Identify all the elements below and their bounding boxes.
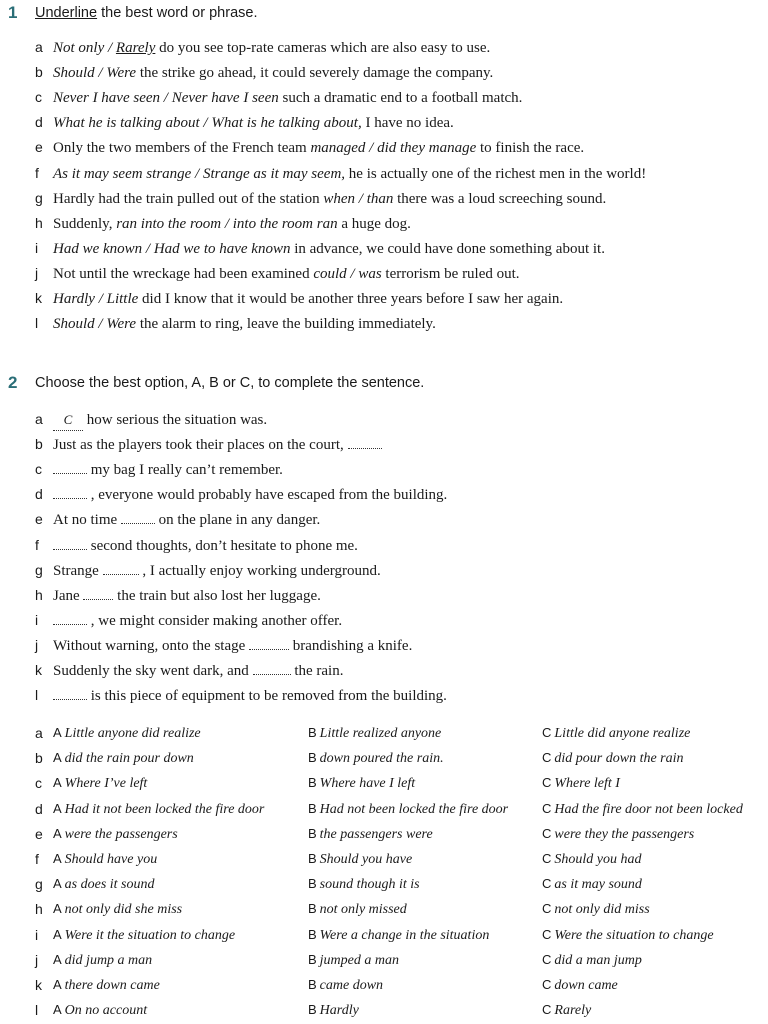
item-text: the strike go ahead, it could severely damage the company. — [136, 65, 494, 82]
item-choice-text: As it may seem strange / Strange as it may seem, — [53, 165, 346, 182]
option-text: did a man jump — [554, 952, 642, 968]
option-label: C — [542, 800, 552, 816]
item-choice-text: Should / Were — [53, 316, 137, 333]
option-label: A — [53, 825, 62, 841]
section-2-item — [35, 535, 760, 555]
section-2-item-letter: g — [35, 561, 43, 578]
option-label: C — [542, 977, 552, 992]
option-a[interactable] — [53, 950, 152, 971]
option-row — [35, 925, 765, 945]
option-label: A — [53, 851, 62, 866]
option-b[interactable] — [308, 799, 508, 820]
answer-blank[interactable] — [253, 661, 291, 675]
item-choice-text: Rarely — [115, 40, 156, 56]
option-text: On no account — [64, 1003, 148, 1019]
option-a[interactable] — [53, 799, 264, 820]
item-text: Not until the wreckage had been examined — [53, 265, 314, 282]
option-c[interactable] — [542, 950, 642, 971]
section-1-item — [35, 313, 760, 333]
option-label: B — [308, 1002, 317, 1018]
section-1-item — [35, 62, 760, 82]
option-c[interactable] — [542, 824, 694, 845]
option-row-letter: k — [35, 977, 42, 993]
option-a[interactable] — [53, 849, 157, 870]
section-2-number: 2 — [8, 373, 18, 392]
option-row — [35, 899, 765, 919]
option-b[interactable] — [308, 975, 383, 996]
option-text: the passengers were — [319, 826, 433, 842]
item-choice-text: when / than — [323, 190, 394, 207]
item-choice-text: Not only / — [53, 40, 116, 56]
section-1-item — [35, 137, 760, 157]
option-row-letter: j — [35, 951, 39, 968]
section-2-item — [35, 560, 760, 580]
option-label: C — [542, 901, 552, 917]
section-1-number: 1 — [8, 3, 18, 22]
option-text: did the rain pour down — [64, 751, 194, 767]
option-c[interactable] — [542, 1000, 591, 1021]
option-label: A — [53, 901, 62, 917]
item-choice-text: ran into the room / into the room ran — [116, 215, 338, 232]
option-label: C — [542, 851, 552, 866]
section-1-title — [35, 5, 257, 21]
option-b[interactable] — [308, 1000, 359, 1021]
option-c[interactable] — [542, 773, 620, 794]
option-row-letter: c — [35, 775, 42, 792]
option-text: Rarely — [554, 1003, 592, 1019]
option-text: not only did she miss — [64, 902, 183, 918]
option-text: Where I’ve left — [64, 776, 148, 792]
option-row — [35, 975, 765, 995]
option-label: A — [53, 800, 62, 816]
section-2-item — [35, 409, 760, 429]
item-text: terrorism be ruled out. — [381, 265, 520, 282]
option-label: A — [53, 977, 62, 992]
answer-blank[interactable] — [53, 686, 87, 700]
option-a[interactable] — [53, 1000, 147, 1021]
section-2-item — [35, 585, 760, 605]
option-text: Little did anyone realize — [554, 726, 691, 741]
section-1-item-letter: g — [35, 189, 43, 206]
option-text: came down — [319, 978, 384, 993]
section-1-item — [35, 213, 760, 233]
option-text: Should you have — [319, 852, 413, 867]
option-row-letter: d — [35, 800, 43, 817]
item-choice-text: could / was — [313, 265, 382, 282]
option-text: down came — [554, 978, 618, 993]
item-choice-text: Hardly / Little — [53, 291, 139, 307]
item-text: , I actually enjoy working underground. — [138, 562, 381, 579]
option-label: B — [308, 876, 317, 892]
item-text: the alarm to ring, leave the building immediately. — [136, 316, 436, 333]
item-text: At no time — [53, 512, 121, 529]
option-row-letter: i — [35, 926, 39, 943]
option-label: C — [542, 876, 552, 892]
option-a[interactable] — [53, 899, 182, 920]
option-row — [35, 1000, 765, 1020]
item-text: he is actually one of the richest men in the world! — [345, 165, 647, 182]
option-row-letter: l — [35, 1002, 39, 1019]
option-row — [35, 824, 765, 844]
item-text: I have no idea. — [361, 115, 454, 132]
item-text: Hardly had the train pulled out of the station — [53, 190, 324, 207]
section-2-item-letter: e — [35, 511, 43, 528]
item-text: there was a loud screeching sound. — [393, 190, 607, 207]
option-text: as does it sound — [64, 877, 155, 893]
item-choice-text: Had we known / Had we to have known — [53, 240, 291, 257]
option-c[interactable] — [542, 874, 642, 895]
option-c[interactable] — [542, 748, 684, 769]
option-b[interactable] — [308, 773, 415, 794]
option-label: A — [53, 1002, 62, 1018]
section-2-item — [35, 660, 760, 680]
item-text: my bag I really can’t remember. — [87, 462, 283, 479]
option-label: A — [53, 750, 62, 766]
answer-blank[interactable] — [53, 611, 87, 625]
option-label: A — [53, 876, 62, 892]
option-b[interactable] — [308, 723, 441, 744]
option-text: sound though it is — [319, 877, 420, 893]
section-2-item-letter: i — [35, 611, 39, 628]
option-label: B — [308, 775, 317, 791]
option-a[interactable] — [53, 723, 201, 744]
option-row-letter: b — [35, 750, 43, 767]
option-b[interactable] — [308, 849, 412, 870]
answer-blank[interactable] — [53, 536, 87, 550]
option-c[interactable] — [542, 899, 650, 920]
section-1-item — [35, 87, 760, 107]
option-text: did pour down the rain — [554, 751, 684, 767]
option-text: Should you had — [554, 852, 642, 867]
option-text: Little anyone did realize — [64, 726, 201, 741]
item-choice-text: Should / Were — [53, 65, 137, 82]
option-text: Were it the situation to change — [64, 927, 236, 943]
section-1-item-letter: b — [35, 64, 43, 81]
section-1-item — [35, 37, 760, 57]
option-label: B — [308, 851, 317, 866]
option-c[interactable] — [542, 925, 714, 946]
option-row-letter: f — [35, 851, 39, 867]
option-label: B — [308, 800, 317, 816]
item-text: do you see top-rate cameras which are also easy to use. — [155, 40, 491, 56]
option-text: Were the situation to change — [554, 927, 714, 943]
option-text: did jump a man — [64, 952, 153, 968]
answer-blank[interactable] — [103, 561, 139, 575]
item-choice-text: What he is talking about / What is he talking about, — [53, 115, 362, 132]
section-2-item — [35, 509, 760, 529]
option-text: Where have I left — [319, 776, 416, 792]
option-text: Where left I — [554, 776, 620, 792]
option-label: A — [53, 725, 62, 740]
answer-blank[interactable] — [53, 485, 87, 499]
item-text: in advance, we could have done something about it. — [290, 240, 605, 257]
option-text: not only missed — [319, 902, 407, 918]
section-1-item-letter: f — [35, 164, 39, 181]
item-text: Suddenly, — [53, 215, 117, 232]
answer-blank[interactable] — [121, 510, 155, 524]
section-1-item-letter: c — [35, 89, 42, 106]
option-b[interactable] — [308, 748, 444, 769]
section-2-item — [35, 434, 760, 454]
section-2-item-letter: f — [35, 536, 39, 553]
option-b[interactable] — [308, 874, 420, 895]
section-2-title: Choose the best option, A, B or C, to complete the sentence. — [35, 375, 425, 391]
item-text: did I know that it would be another three years before I saw her again. — [138, 291, 564, 307]
option-c[interactable] — [542, 975, 618, 996]
section-2-item — [35, 635, 760, 655]
item-text: Strange — [53, 562, 103, 579]
option-label: C — [542, 1002, 552, 1018]
option-c[interactable] — [542, 849, 642, 870]
item-text: , we might consider making another offer. — [87, 612, 343, 629]
option-label: C — [542, 750, 552, 766]
option-a[interactable] — [53, 748, 194, 769]
option-label: B — [308, 901, 317, 917]
section-1-item-letter: d — [35, 114, 43, 131]
option-row — [35, 849, 765, 869]
option-text: were the passengers — [64, 826, 178, 842]
section-2-item-letter: b — [35, 436, 43, 453]
section-2-item-letter: j — [35, 636, 39, 653]
option-text: not only did miss — [554, 902, 650, 918]
item-text: the rain. — [290, 663, 344, 679]
item-text: Just as the players took their places on the court, — [53, 437, 348, 454]
option-row-letter: a — [35, 725, 43, 741]
option-a[interactable] — [53, 874, 155, 895]
item-text: , everyone would probably have escaped from the building. — [87, 487, 448, 504]
option-b[interactable] — [308, 950, 399, 971]
section-1-item — [35, 238, 760, 258]
answer-blank[interactable] — [53, 460, 87, 474]
option-row — [35, 773, 765, 793]
option-text: Had it not been locked the fire door — [64, 801, 265, 817]
item-choice-text: Never I have seen / Never have I seen — [53, 90, 279, 107]
section-1-item — [35, 263, 760, 283]
option-text: jumped a man — [319, 952, 399, 968]
answer-blank[interactable] — [249, 636, 289, 650]
item-choice-text: managed / did they manage — [310, 140, 477, 157]
section-1-item-letter: e — [35, 139, 43, 156]
item-text: the train but also lost her luggage. — [113, 587, 321, 604]
section-2-item-letter: k — [35, 662, 42, 678]
option-row — [35, 799, 765, 819]
section-1-item-letter: i — [35, 239, 39, 256]
section-2-item-letter: c — [35, 461, 42, 478]
section-2-item — [35, 685, 760, 705]
item-text: a huge dog. — [337, 215, 411, 232]
option-a[interactable] — [53, 975, 160, 996]
option-label: C — [542, 825, 552, 841]
section-1-item — [35, 188, 760, 208]
item-text: is this piece of equipment to be removed from the building. — [87, 688, 447, 705]
item-text: such a dramatic end to a football match. — [278, 90, 523, 107]
section-1-title-rest: the best word or phrase. — [97, 5, 258, 21]
option-text: as it may sound — [554, 877, 642, 893]
option-label: B — [308, 977, 317, 992]
item-text: second thoughts, don’t hesitate to phone me. — [87, 537, 358, 554]
option-b[interactable] — [308, 899, 407, 920]
option-text: down poured the rain. — [319, 751, 444, 767]
option-label: C — [542, 926, 552, 942]
item-text: Only the two members of the French team — [53, 140, 311, 157]
option-text: Should have you — [64, 852, 158, 867]
item-text: Suddenly the sky went dark, and — [53, 663, 253, 679]
section-1-item-letter: a — [35, 39, 43, 55]
option-label: C — [542, 951, 552, 967]
option-a[interactable] — [53, 925, 235, 946]
section-2-item — [35, 610, 760, 630]
option-row — [35, 723, 765, 743]
section-2-item-letter: h — [35, 586, 43, 603]
option-text: Had not been locked the fire door — [319, 801, 509, 817]
option-a[interactable] — [53, 773, 147, 794]
option-a[interactable] — [53, 824, 178, 845]
option-text: were they the passengers — [554, 826, 695, 842]
section-1-item-letter: k — [35, 290, 42, 306]
option-text: Little realized anyone — [319, 726, 442, 741]
answer-blank[interactable] — [83, 586, 113, 600]
option-row-letter: e — [35, 825, 43, 842]
option-text: Were a change in the situation — [319, 927, 490, 943]
option-label: B — [308, 825, 317, 841]
option-label: C — [542, 725, 552, 740]
section-1-item-letter: h — [35, 214, 43, 231]
item-text: how serious the situation was. — [83, 412, 268, 428]
section-1-item-letter: j — [35, 264, 39, 281]
section-1-item — [35, 112, 760, 132]
item-text: Jane — [53, 587, 84, 604]
section-2-item — [35, 484, 760, 504]
option-label: C — [542, 775, 552, 791]
option-text: Hardly — [319, 1003, 359, 1019]
option-b[interactable] — [308, 824, 433, 845]
option-c[interactable] — [542, 723, 690, 744]
option-label: B — [308, 725, 317, 740]
option-b[interactable] — [308, 925, 489, 946]
option-label: B — [308, 750, 317, 766]
item-text: brandishing a knife. — [289, 637, 413, 654]
option-row-letter: h — [35, 901, 43, 918]
section-1-title-underline-word: Underline — [35, 5, 98, 21]
answer-blank[interactable] — [348, 435, 382, 449]
item-text: Without warning, onto the stage — [53, 637, 250, 654]
item-text: on the plane in any danger. — [154, 512, 321, 529]
option-row — [35, 874, 765, 894]
answer-filled[interactable]: C — [53, 410, 83, 431]
option-row-letter: g — [35, 876, 43, 893]
section-2-item-letter: a — [35, 411, 43, 427]
section-1-item-letter: l — [35, 315, 39, 332]
option-text: Had the fire door not been locked — [554, 801, 743, 817]
section-1-item — [35, 288, 760, 308]
option-label: B — [308, 926, 317, 942]
section-2-item — [35, 459, 760, 479]
option-label: A — [53, 926, 62, 942]
item-text: to finish the race. — [476, 140, 585, 157]
option-c[interactable] — [542, 799, 743, 820]
option-row — [35, 950, 765, 970]
option-label: B — [308, 951, 317, 967]
option-row — [35, 748, 765, 768]
section-1-item — [35, 163, 760, 183]
option-label: A — [53, 951, 62, 967]
section-2-item-letter: l — [35, 687, 39, 704]
section-2-item-letter: d — [35, 486, 43, 503]
option-text: there down came — [64, 978, 160, 993]
option-label: A — [53, 775, 62, 791]
